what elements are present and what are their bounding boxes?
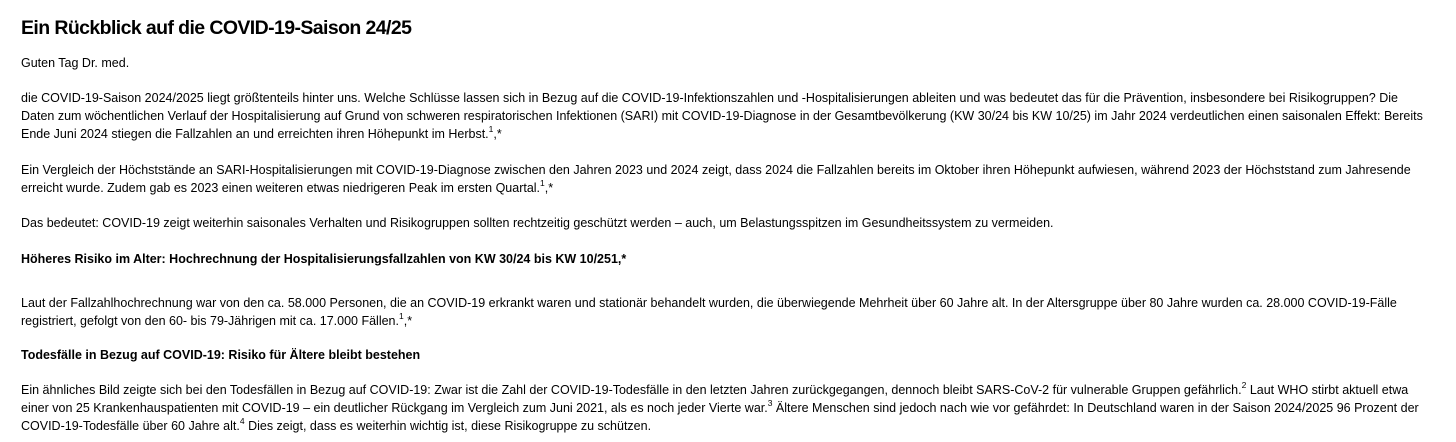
heading-text: Höheres Risiko im Alter: Hochrechnung der Hospitalisierungsfallzahlen von KW 30/24 bis KW 10/251,*	[21, 252, 627, 266]
deaths-paragraph	[21, 381, 1433, 435]
text-line: Laut der Fallzahlhochrechnung war von den ca. 58.000 Personen, die an COVID-19 erkrankt waren und stationär behandelt wurden, die überwiegende Mehrheit über 60 Jahre alt. In der Altersgruppe über 80 Jahre wurden ca. 28.000 COVID-19-Fälle	[21, 296, 1397, 310]
footnote-marker: 4	[239, 415, 245, 426]
section-heading-deaths	[21, 346, 1433, 364]
text-segment: einer von 25 Krankenhauspatienten mit COVID-19 – ein deutlicher Rückgang im Vergleich zum Juni 2021, als es noch jeder Vierte war.	[21, 401, 768, 415]
text-segment: registriert, gefolgt von den 60- bis 79-Jährigen mit ca. 17.000 Fällen.	[21, 314, 399, 328]
text-line	[21, 381, 1433, 399]
section-heading-age-risk	[21, 250, 1433, 268]
text-segment: ,*	[544, 181, 554, 195]
text-line: Daten zum wöchentlichen Verlauf der Hospitalisierung auf Grund von schweren respiratorischen Infektionen (SARI) mit COVID-19-Diagnose in der Gesamtbevölkerung (KW 30/24 bis KW 10/25) im Jahr 2024 verdeutlichen einen saisonalen Effekt: Bereits	[21, 109, 1423, 123]
estimate-paragraph	[21, 294, 1433, 330]
page-title: Ein Rückblick auf die COVID-19-Saison 24/25	[21, 17, 412, 39]
intro-paragraph	[21, 89, 1433, 143]
text-line	[21, 125, 1433, 143]
footnote-marker: 1	[540, 177, 545, 188]
text-line: die COVID-19-Saison 2024/2025 liegt größtenteils hinter uns. Welche Schlüsse lassen sich in Bezug auf die COVID-19-Infektionszahlen und -Hospitalisierungen ableiten und was bedeutet das für die Prävention, insbesondere bei Risikogruppen? Die	[21, 91, 1398, 105]
text-segment: erreicht wurde. Zudem gab es 2023 einen weiteren etwas niedrigeren Peak im ersten Quartal.	[21, 181, 541, 195]
heading-text: Todesfälle in Bezug auf COVID-19: Risiko für Ältere bleibt bestehen	[21, 348, 421, 362]
text-segment: Ende Juni 2024 stiegen die Fallzahlen an und erreichten ihren Höhepunkt im Herbst.	[21, 127, 489, 141]
greeting: Guten Tag Dr. med.	[21, 56, 130, 70]
text-line	[21, 399, 1433, 417]
text-segment: Ältere Menschen sind jedoch nach wie vor gefährdet: In Deutschland waren in der Saison 2024/2025 96 Prozent der	[772, 401, 1419, 415]
footnote-marker: 1	[488, 123, 494, 134]
text-segment: Ein ähnliches Bild zeigte sich bei den Todesfällen in Bezug auf COVID-19: Zwar ist die Zahl der COVID-19-Todesfälle in den letzten Jahren zurückgegangen, dennoch bleibt SARS-CoV-2 für vulnerable Gruppen gefährlich.	[21, 383, 1242, 397]
summary-paragraph	[21, 214, 1433, 232]
text-line: Ein Vergleich der Höchststände an SARI-Hospitalisierungen mit COVID-19-Diagnose zwischen den Jahren 2023 und 2024 zeigt, dass 2024 die Fallzahlen bereits im Oktober ihren Höhepunkt aufwiesen, während 2023 der Höchststand zum Jahresende	[21, 163, 1411, 177]
text-line	[21, 312, 1433, 330]
text-line	[21, 179, 1433, 197]
footnote-marker: 1	[399, 310, 404, 321]
text-line	[21, 417, 1433, 435]
text-segment: ,*	[403, 314, 413, 328]
text-line: Das bedeutet: COVID-19 zeigt weiterhin saisonales Verhalten und Risikogruppen sollten rechtzeitig geschützt werden – auch, um Belastungsspitzen im Gesundheitssystem zu vermeiden.	[21, 216, 1054, 230]
footnote-marker: 3	[767, 397, 773, 408]
text-segment: ,*	[493, 127, 502, 141]
text-segment: Laut WHO stirbt aktuell etwa	[1246, 383, 1409, 397]
text-segment: Dies zeigt, dass es weiterhin wichtig ist, diese Risikogruppe zu schützen.	[244, 419, 652, 433]
comparison-paragraph	[21, 161, 1433, 197]
text-segment: COVID-19-Todesfälle über 60 Jahre alt.	[21, 419, 240, 433]
footnote-marker: 2	[1241, 379, 1247, 390]
